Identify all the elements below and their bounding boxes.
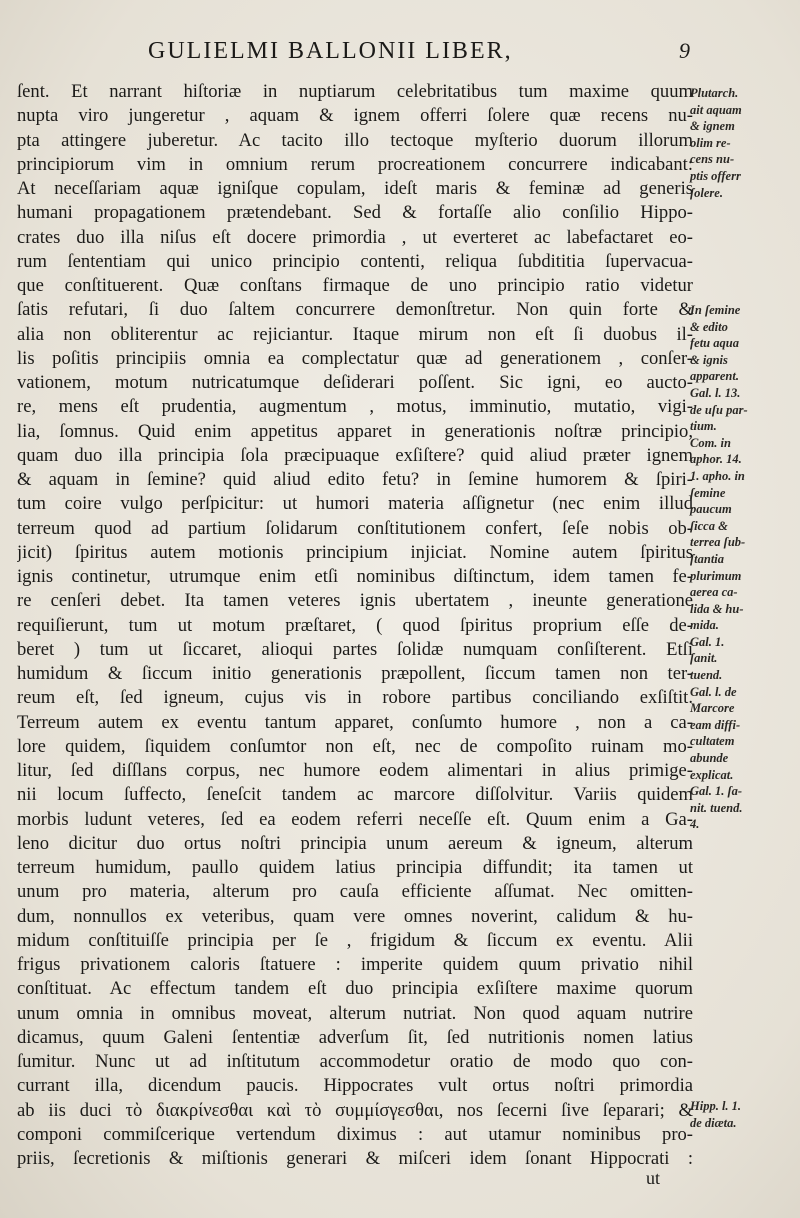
page-header [90, 38, 690, 65]
margin-note-line: eam diffi- [690, 717, 741, 732]
text-line: litur, ſed diſſlans corpus, nec humore eodem alimentari in alius primige- [17, 760, 693, 781]
text-line: priis, ſecretionis & miſtionis generari & miſceri idem ſonant Hippocrati : [17, 1148, 693, 1169]
main-text-block [17, 80, 693, 1171]
catchword: ut [646, 1168, 661, 1188]
text-line: reum eſt, ſed igneum, cujus vis in robore partibus conciliando exſiſtit. [17, 687, 693, 709]
text-line: currant illa, dicendum paucis. Hippocrates vult ortus noſtri primordia [17, 1075, 693, 1097]
margin-note-line: Gal. l. de [690, 684, 737, 699]
page-number: 9 [679, 38, 690, 63]
margin-note-line: Hipp. l. 1. [690, 1099, 742, 1113]
margin-note-line: terrea ſub- [690, 535, 746, 550]
margin-note-line: ſemine [690, 485, 726, 500]
margin-note-line: Gal. 1. ſa- [690, 784, 743, 799]
text-line: lis poſitis principiis omnia ea complectatur quæ ad generationem , conſer- [17, 347, 693, 369]
text-line: alia non obliterentur ac rejiciantur. Itaque mirum non eſt ſi duobus il- [17, 323, 693, 345]
margin-note-line: & ignis [690, 352, 728, 367]
text-line: leno dicitur duo ortus noſtri principia unum aereum & igneum, alterum [17, 832, 693, 854]
text-line: ſatis refutari, ſi duo ſaltem concurrere demonſtretur. Non quin forte & [17, 299, 693, 321]
margin-note-line: Marcore [690, 701, 735, 716]
margin-note-line: tium. [690, 419, 717, 434]
text-line: At neceſſariam aquæ igniſque copulam, ideſt maris & feminæ ad generis [17, 178, 693, 199]
margin-note-line: fetu aqua [690, 336, 739, 351]
text-line: & aquam in ſemine? quid aliud edito fetu? in ſemine humorem & ſpiri- [17, 469, 693, 490]
text-line: conſtituat. Ac effectum tandem eſt duo principia exſiſtere maxime quorum [17, 978, 693, 1000]
margin-note [690, 1098, 790, 1131]
text-line: vationem, motum nutricatumque deſiderari poſſent. Sic igni, eo aucto- [17, 372, 693, 393]
margin-note-line: Com. in [690, 435, 731, 450]
text-line: terreum humidum, paullo quidem latius principia diffundit; ita tamen ut [17, 857, 693, 878]
margin-note-line: aerea ca- [690, 585, 738, 600]
margin-note-line: plurimum [690, 568, 742, 583]
text-line: unum pro materia, alterum pro cauſa efficiente aſſumat. Nec omitten- [17, 881, 693, 903]
text-line: re, mens eſt prudentia, augmentum , motus, imminutio, mutatio, vigi- [17, 396, 693, 418]
margin-note-line: & ignem [690, 119, 735, 134]
margin-note [690, 85, 790, 201]
margin-note-line: & edito [690, 319, 728, 334]
text-line: tum coire vulgo perſpicitur: ut humori materia aſſignetur (nec enim illud [17, 493, 693, 515]
text-line: terreum quod ad partium ſolidarum conſtitutionem confert, ſeſe nobis ob- [17, 517, 693, 539]
margin-note-line: Gal. l. 13. [690, 385, 741, 400]
text-line: componi commiſcerique vertendum diximus : aut utamur nominibus pro- [17, 1123, 693, 1145]
margin-note-line: paucum [690, 502, 732, 517]
margin-note-line: 4. [690, 817, 700, 832]
text-line: rum ſententiam qui unico principio contenti, reliqua ſubdititia ſupervacua- [17, 250, 693, 272]
text-line: ſent. Et narrant hiſtoriæ in nuptiarum celebritatibus tum maxime quum [17, 81, 693, 102]
margin-note-line: ſolere. [690, 185, 723, 200]
text-line: dum, nonnullos ex veteribus, quam vere omnes noverint, calidum & hu- [17, 905, 693, 927]
text-line: lia, ſomnus. Quid enim appetitus apparet in generationis noſtræ principio, [17, 420, 693, 442]
text-line: morbis ludunt veteres, ſed ea eodem referri neceſſe eſt. Quum enim a Ga- [17, 808, 693, 830]
margin-note-line: de uſu par- [690, 402, 748, 417]
text-line: beret ) tum ut ſiccaret, alioqui partes ſolidæ numquam conſiſterent. Etſi [17, 638, 693, 660]
text-line: ſumitur. Nunc ut ad inſtitutum accommodetur oratio de modo quo con- [17, 1051, 693, 1072]
text-line: pta attingere juberetur. Ac tacito illo tectoque myſterio duorum illorum [17, 129, 693, 151]
margin-note [690, 302, 790, 833]
text-line: crates duo illa niſus eſt docere primordia , ut everteret ac labefactaret eo- [17, 226, 693, 248]
text-line: ignis continetur, utrumque enim etſi nominibus diſtinctum, idem tamen fe- [17, 566, 693, 587]
text-line: nii locum ſuffecto, ſeneſcit tandem ac marcore diſſolvitur. Variis quidem [17, 784, 693, 806]
text-line: Terreum autem ex eventu tantum apparet, conſumto humore , non a ca- [17, 711, 693, 733]
margin-note-line: ſtantia [690, 551, 725, 566]
text-line: humani propagationem prætendebant. Sed & fortaſſe alio conſilio Hippo- [17, 202, 693, 224]
margin-note-line: ſanit. [690, 651, 718, 666]
text-line: lore quidem, ſiquidem conſumtor non eſt, nec de compoſito ruinam mo- [17, 735, 693, 757]
text-line: que conſtituerent. Quæ conſtans firmaque de uno principio ratio videtur [17, 275, 693, 296]
text-line: re cenſeri debet. Ita tamen veteres ignis ubertatem , ineunte generatione [17, 590, 693, 612]
margin-note-line: lida & hu- [690, 601, 744, 616]
text-line: nupta viro jungeretur , aquam & ignem offerri ſolere quæ recens nu- [17, 105, 693, 127]
text-line: jicit) ſpiritus autem motionis principium injiciat. Nomine autem ſpiritus [17, 541, 693, 563]
text-line: midum conſtituiſſe principia per ſe , frigidum & ſiccum ex eventu. Alii [17, 929, 693, 951]
text-line: ab iis duci τὸ διακρίνεσθαι καὶ τὸ συμμίσγεσθαι, nos ſecerni ſive ſeparari; & [17, 1099, 693, 1121]
margin-note-line: aphor. 14. [690, 452, 742, 467]
margin-note-line: cultatem [690, 734, 735, 749]
margin-note-line: In ſemine [690, 303, 741, 317]
text-line: dicamus, quum Galeni ſententiæ adverſum ſit, ſed nutritionis nomen latius [17, 1026, 693, 1048]
margin-note-line: cens nu- [690, 152, 735, 167]
text-line: humidum & ſiccum initio generationis præpollent, ſiccum tamen non ter- [17, 663, 693, 684]
margin-note-line: olim re- [690, 135, 731, 150]
margin-note-line: 1. apho. in [690, 468, 745, 483]
text-line: principiorum vim in omnium rerum procreationem concurrere indicabant: [17, 153, 693, 175]
margin-note-line: Plutarch. [690, 86, 739, 100]
text-line: requiſierunt, tum ut motum præſtaret, ( quod ſpiritus proprium eſſe de- [17, 614, 693, 636]
margin-note-line: tuend. [690, 668, 723, 683]
margin-note-line: Gal. 1. [690, 634, 725, 649]
text-line: unum omnia in omnibus moveat, alterum nutriat. Non quod aquam nutrire [17, 1002, 693, 1024]
margin-note-line: apparent. [690, 369, 739, 384]
margin-note-line: nit. tuend. [690, 800, 743, 815]
text-line: frigus privationem caloris ſtatuere : imperite quidem quum privatio nihil [17, 954, 693, 975]
margin-note-line: ſicca & [690, 518, 728, 533]
margin-note-line: abunde [690, 751, 729, 766]
margin-note-line: mida. [690, 618, 719, 633]
running-head: GULIELMI BALLONII LIBER, [148, 38, 513, 64]
margin-note-line: de diæta. [690, 1115, 737, 1130]
margin-note-line: explicat. [690, 767, 734, 782]
margin-note-line: ptis offerr [690, 168, 741, 183]
text-line: quam duo illa principia ſola præcipuaque exſiſtere? quid aliud præter ignem [17, 444, 693, 466]
margin-note-line: ait aquam [690, 102, 742, 117]
